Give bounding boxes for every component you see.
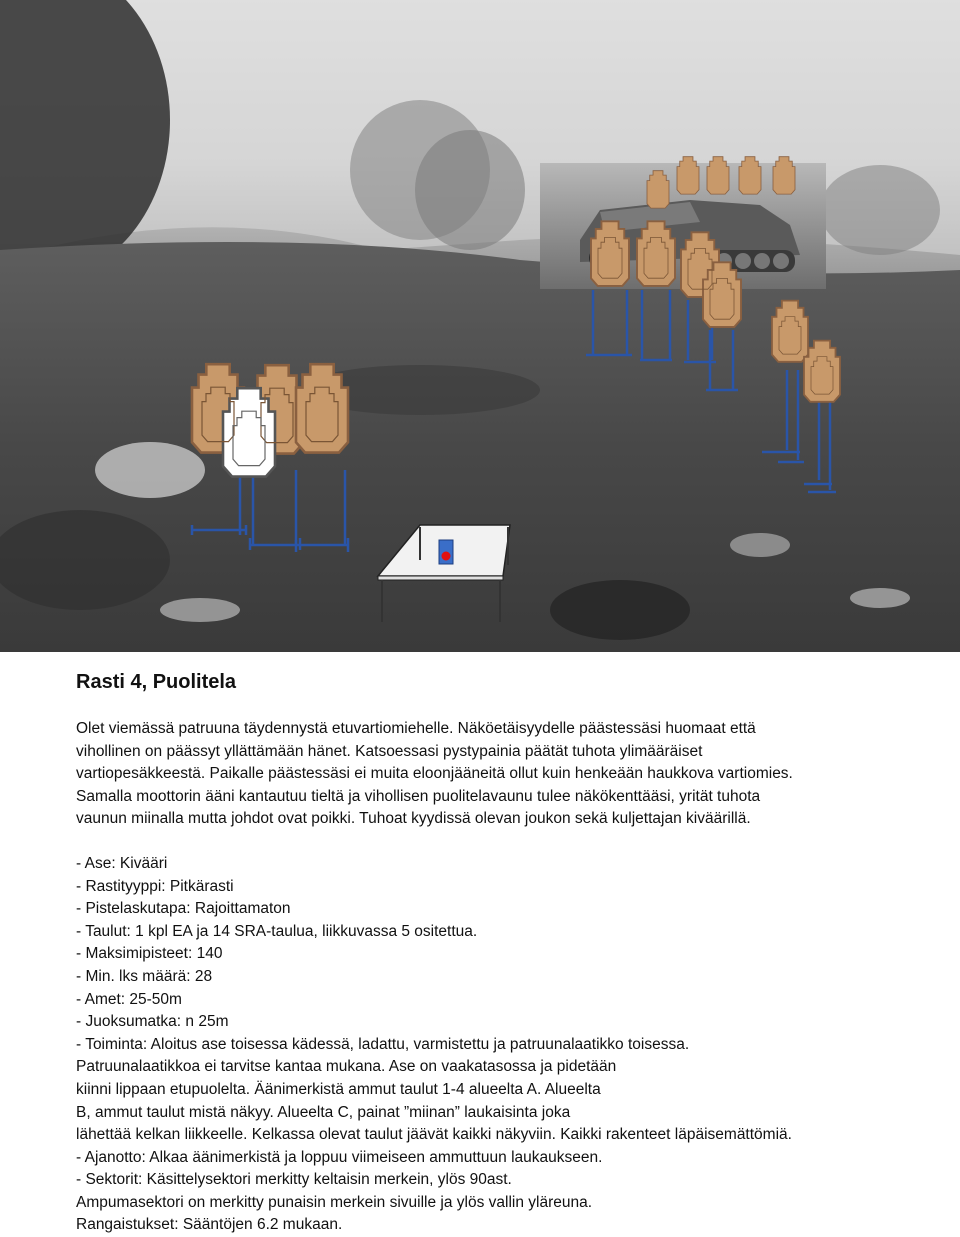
intro-line: vihollinen on päässyt yllättämään hänet. Katsoessasi pystypainia päätät tuhota ylimääräiset: [76, 742, 703, 760]
detail-line: - Ase: Kivääri: [76, 854, 168, 872]
stage-description: [76, 668, 936, 1237]
stage-details-list: [76, 853, 936, 1237]
detail-line: lähettää kelkan liikkeelle. Kelkassa olevat taulut jäävät kaikki näkyviin. Kaikki rakenteet läpäisemättömiä.: [76, 1126, 792, 1144]
detail-line: - Toiminta: Aloitus ase toisessa kädessä, ladattu, varmistettu ja patruunalaatikko toisessa.: [76, 1035, 690, 1053]
detail-line: kiinni lippaan etupuolelta. Äänimerkistä ammut taulut 1-4 alueelta A. Alueelta: [76, 1080, 601, 1098]
intro-line: Olet viemässä patruuna täydennystä etuvartiomiehelle. Näköetäisyydelle päästessäsi huomaat että: [76, 720, 756, 737]
detail-line: - Ajanotto: Alkaa äänimerkistä ja loppuu viimeiseen ammuttuun laukaukseen.: [76, 1148, 603, 1166]
detail-line: Rangaistukset: Sääntöjen 6.2 mukaan.: [76, 1216, 343, 1234]
detail-line: - Amet: 25-50m: [76, 990, 182, 1008]
detail-line: - Rastityyppi: Pitkärasti: [76, 877, 234, 895]
detail-line: - Taulut: 1 kpl EA ja 14 SRA-taulua, liikkuvassa 5 ositettua.: [76, 922, 478, 940]
intro-line: vaunun miinalla mutta johdot ovat poikki. Tuhoat kyydissä olevan joukon sekä kuljettajan kiväärillä.: [76, 810, 751, 828]
intro-line: Samalla moottorin ääni kantautuu tieltä ja vihollisen puolitelavaunu tulee näkökenttääsi, yrität tuhota: [76, 787, 761, 805]
ammo-box-icon: [439, 540, 453, 564]
intro-line: vartiopesäkkeestä. Paikalle päästessäsi ei muita eloonjääneitä ollut kuin henkeään haukkova vartiomies.: [76, 765, 793, 783]
detail-line: - Juoksumatka: n 25m: [76, 1013, 229, 1031]
detail-line: - Sektorit: Käsittelysektori merkitty keltaisin merkein, ylös 90ast.: [76, 1171, 512, 1189]
detail-line: - Min. lks määrä: 28: [76, 967, 213, 985]
detail-line: B, ammut taulut mistä näkyy. Alueelta C, painat ”miinan” laukaisinta joka: [76, 1103, 571, 1121]
detail-line: Ampumasektori on merkitty punaisin merkein sivuille ja ylös vallin yläreuna.: [76, 1193, 593, 1211]
intro-paragraph: [76, 718, 936, 831]
detail-line: Patruunalaatikkoa ei tarvitse kantaa mukana. Ase on vaakatasossa ja pidetään: [76, 1058, 617, 1076]
stage-title: Rasti 4, Puolitela: [76, 671, 237, 693]
detail-line: - Pistelaskutapa: Rajoittamaton: [76, 900, 291, 918]
detail-line: - Maksimipisteet: 140: [76, 945, 223, 963]
